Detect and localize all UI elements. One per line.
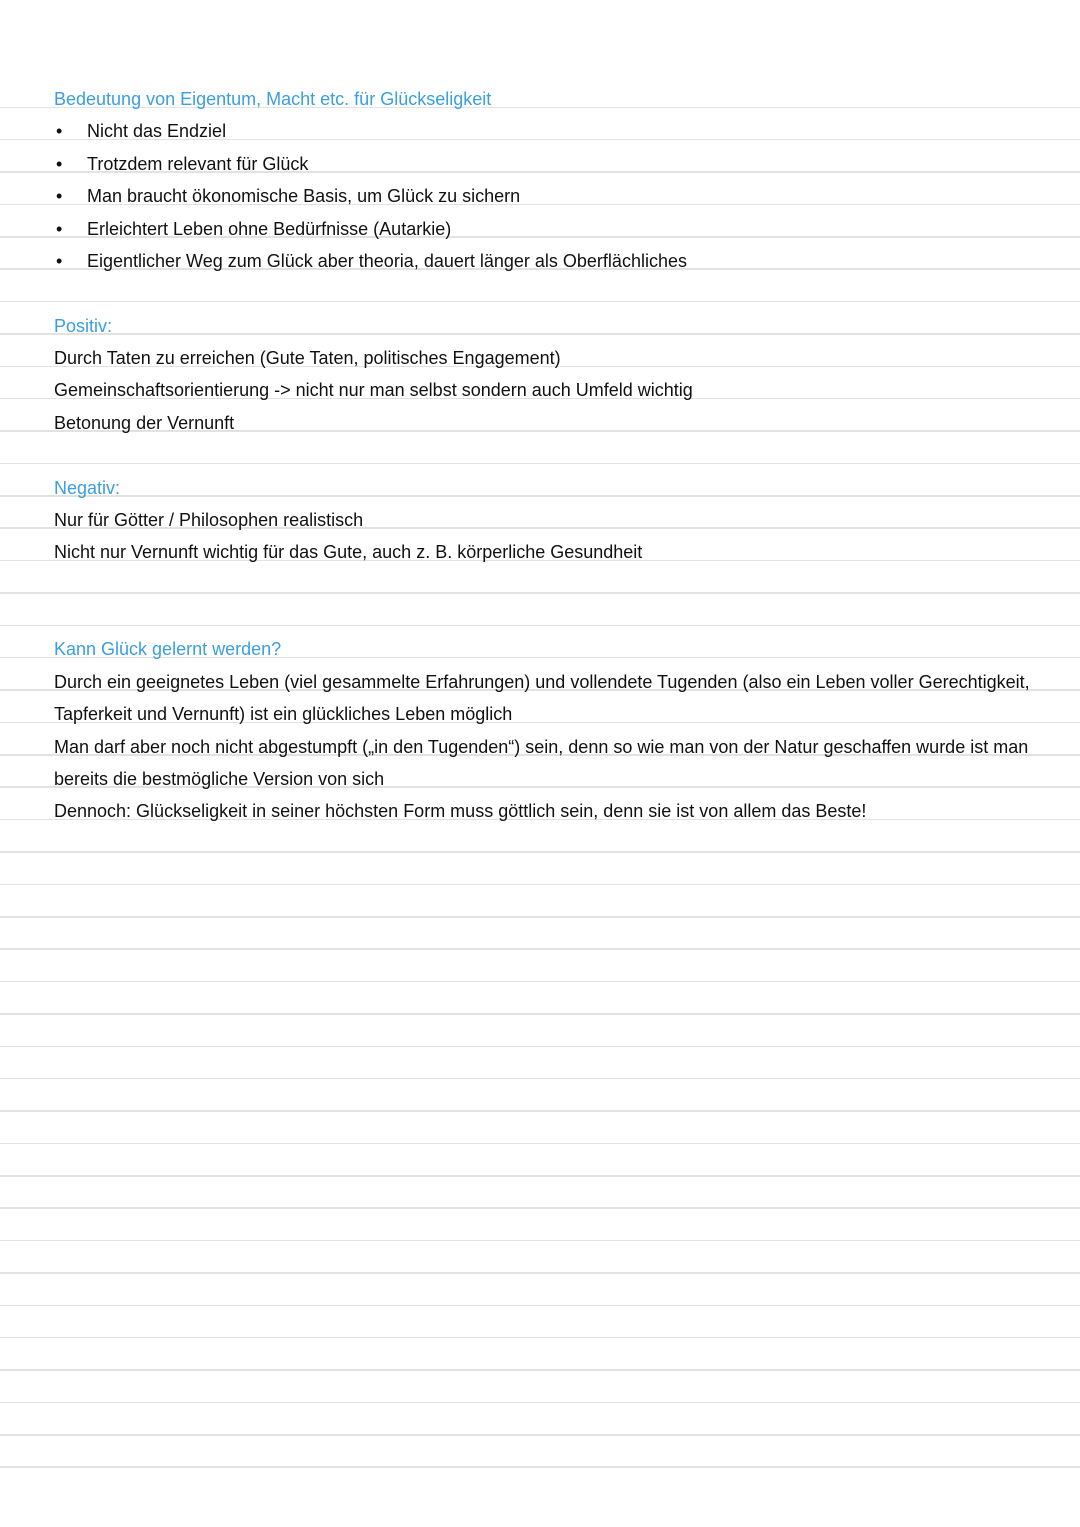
bullet-item (54, 213, 1054, 245)
text-line: Durch ein geeignetes Leben (viel gesammelte Erfahrungen) und vollendete Tugenden (also ein Leben voller Gerechtigkeit, (54, 671, 1030, 692)
text-line: Betonung der Vernunft (54, 412, 235, 433)
ruled-line (0, 1046, 1080, 1048)
bullet-item (54, 148, 1054, 180)
text-line: Man darf aber noch nicht abgestumpft („in den Tugenden“) sein, denn so wie man von der Natur geschaffen wurde ist man (54, 736, 1029, 757)
section-heading-lernen: Kann Glück gelernt werden? (54, 639, 282, 660)
ruled-line (0, 1402, 1080, 1404)
ruled-line (0, 851, 1080, 853)
blank-row (54, 601, 1054, 633)
text-line: Gemeinschaftsorientierung -> nicht nur man selbst sondern auch Umfeld wichtig (54, 380, 693, 401)
bullet-text: Nicht das Endziel (87, 121, 227, 142)
ruled-line (0, 1337, 1080, 1339)
bullet-icon: • (56, 121, 63, 142)
section-heading-negativ: Negativ: (54, 477, 121, 498)
ruled-line (0, 884, 1080, 886)
blank-row (54, 277, 1054, 309)
blank-row (54, 439, 1054, 471)
blank-row (54, 569, 1054, 601)
text-line: bereits die bestmögliche Version von sich (54, 768, 385, 789)
ruled-line (0, 1143, 1080, 1145)
bullet-text: Eigentlicher Weg zum Glück aber theoria, dauert länger als Oberflächliches (87, 250, 687, 271)
ruled-line (0, 1110, 1080, 1112)
ruled-line (0, 948, 1080, 950)
ruled-line (0, 1466, 1080, 1468)
bullet-text: Trotzdem relevant für Glück (87, 153, 309, 174)
ruled-line (0, 1078, 1080, 1080)
text-line: Nur für Götter / Philosophen realistisch (54, 509, 364, 530)
bullet-item (54, 245, 1054, 277)
bullet-icon: • (56, 186, 63, 207)
ruled-line (0, 1305, 1080, 1307)
bullet-icon: • (56, 153, 63, 174)
ruled-line (0, 1175, 1080, 1177)
bullet-text: Man braucht ökonomische Basis, um Glück zu sichern (87, 186, 521, 207)
ruled-line (0, 1369, 1080, 1371)
text-line: Nicht nur Vernunft wichtig für das Gute, auch z. B. körperliche Gesundheit (54, 542, 643, 563)
ruled-line (0, 1240, 1080, 1242)
ruled-line (0, 916, 1080, 918)
text-line: Tapferkeit und Vernunft) ist ein glückliches Leben möglich (54, 704, 513, 725)
bullet-icon: • (56, 218, 63, 239)
bullet-text: Erleichtert Leben ohne Bedürfnisse (Autarkie) (87, 218, 452, 239)
section-heading-positiv: Positiv: (54, 315, 113, 336)
text-line: Durch Taten zu erreichen (Gute Taten, politisches Engagement) (54, 348, 561, 368)
text-line: Dennoch: Glückseligkeit in seiner höchsten Form muss göttlich sein, denn sie ist von allem das Beste! (54, 801, 867, 822)
bullet-icon: • (56, 250, 63, 271)
notes-page (54, 83, 1054, 828)
bullet-item (54, 115, 1054, 147)
ruled-line (0, 1013, 1080, 1015)
bullet-item (54, 180, 1054, 212)
ruled-line (0, 1272, 1080, 1274)
ruled-line (0, 981, 1080, 983)
ruled-line (0, 1207, 1080, 1209)
section-heading-eigentum: Bedeutung von Eigentum, Macht etc. für Glückseligkeit (54, 89, 492, 109)
ruled-line (0, 1434, 1080, 1436)
